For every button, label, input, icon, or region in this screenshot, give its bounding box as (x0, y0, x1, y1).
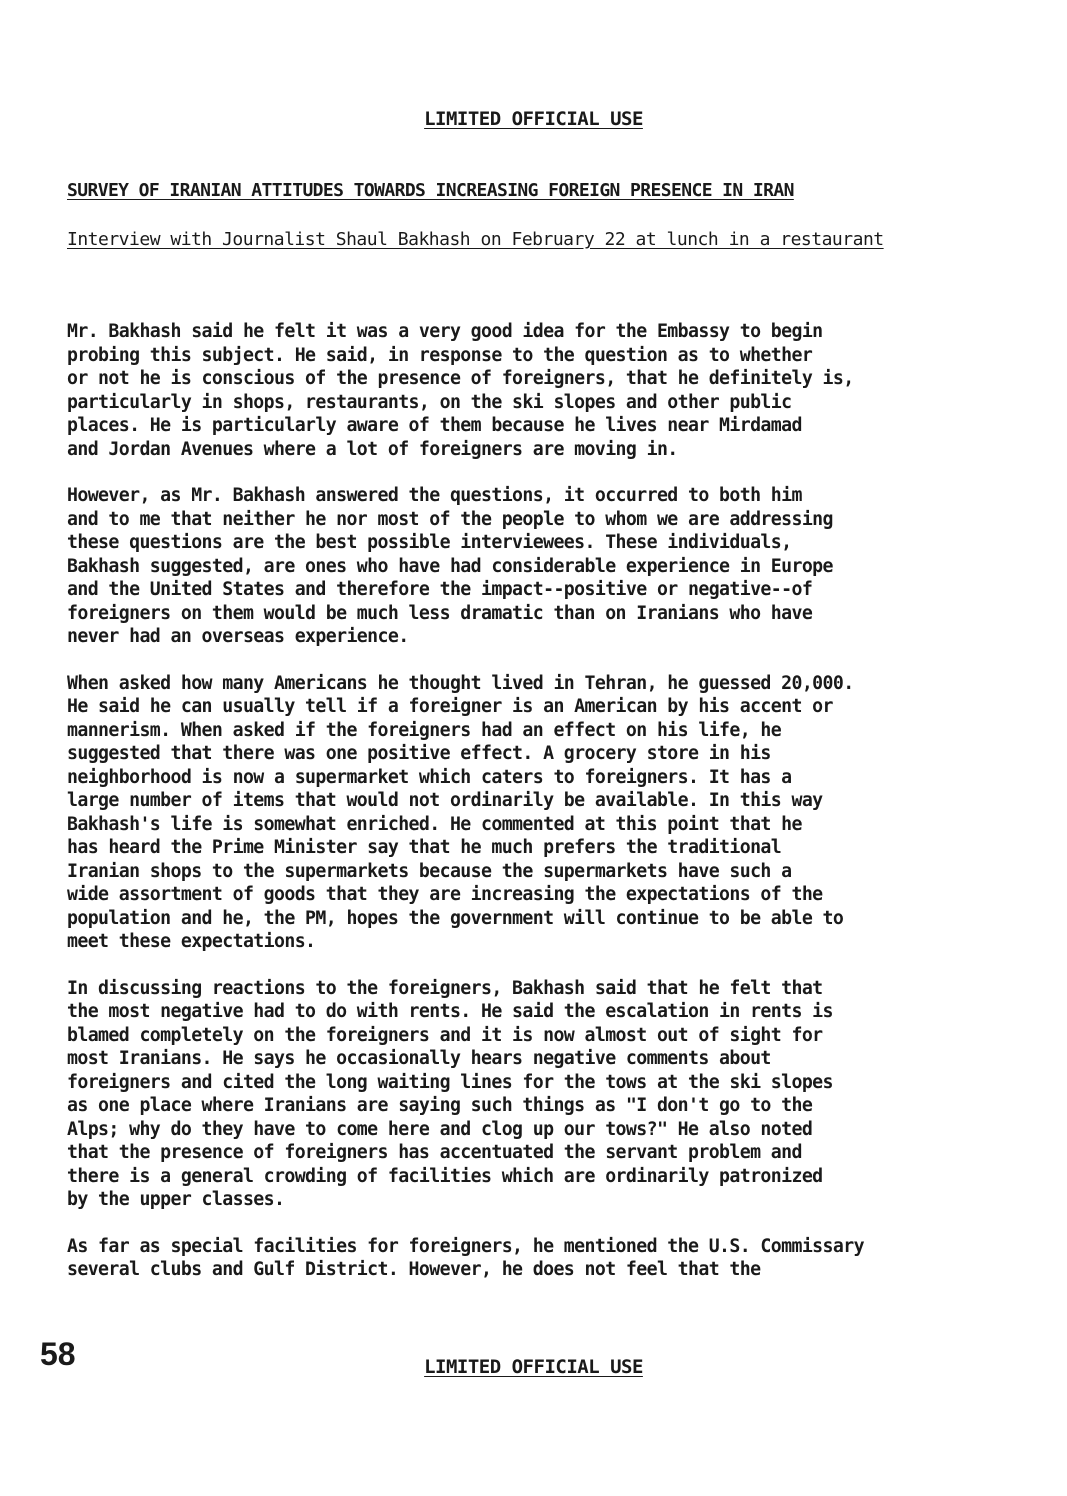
paragraph-3: When asked how many Americans he thought lived in Tehran, he guessed 20,000. He said he can usually tell if a foreigner is an American by his accent or mannerism. When asked if the foreigners had an effect on his life, he suggested that there was one positive effect. A grocery store in his neighborhood is now a supermarket which caters to foreigners. It has a large number of items that would not ordinarily be available. In this way Bakhash's life is somewhat enriched. He commented at this point that he has heard the Prime Minister say that he much prefers the traditional Iranian shops to the supermarkets because the supermarkets have such a wide assortment of goods that they are increasing the expectations of the population and he, the PM, hopes the government will continue to be able to meet these expectations. (67, 672, 854, 952)
page-number: 58 (40, 1336, 76, 1372)
header-classification: LIMITED OFFICIAL USE (424, 108, 643, 130)
paragraph-4: In discussing reactions to the foreigners, Bakhash said that he felt that the most negative had to do with rents. He said the escalation in rents is blamed completely on the foreigners and it is now almost out of sight for most Iranians. He says he occasionally hears negative comments about foreigners and cited the long waiting lines for the tows at the ski slopes as one place where Iranians are saying such things as "I don't go to the Alps; why do they have to come here and clog up our tows?" He also noted that the presence of foreigners has accentuated the servant problem and there is a general crowding of facilities which are ordinarily patronized by the upper classes. (67, 977, 833, 1210)
document-subtitle: Interview with Journalist Shaul Bakhash on February 22 at lunch in a restaurant (67, 229, 884, 250)
document-body (67, 320, 987, 1305)
document-title: SURVEY OF IRANIAN ATTITUDES TOWARDS INCREASING FOREIGN PRESENCE IN IRAN (67, 180, 794, 201)
paragraph-5: As far as special facilities for foreigners, he mentioned the U.S. Commissary several clubs and Gulf District. However, he does not feel that the (67, 1235, 864, 1280)
footer-classification: LIMITED OFFICIAL USE (424, 1356, 643, 1378)
paragraph-1: Mr. Bakhash said he felt it was a very good idea for the Embassy to begin probing this subject. He said, in response to the question as to whether or not he is conscious of the presence of foreigners, that he definitely is, particularly in shops, restaurants, on the ski slopes and other public places. He is particularly aware of them because he lives near Mirdamad and Jordan Avenues where a lot of foreigners are moving in. (67, 321, 854, 460)
paragraph-2: However, as Mr. Bakhash answered the questions, it occurred to both him and to me that neither he nor most of the people to whom we are addressing these questions are the best possible interviewees. These individuals, Bakhash suggested, are ones who have had considerable experience in Europe and the United States and therefore the impact--positive or negative--of foreigners on them would be much less dramatic than on Iranians who have never had an overseas experience. (67, 485, 833, 647)
